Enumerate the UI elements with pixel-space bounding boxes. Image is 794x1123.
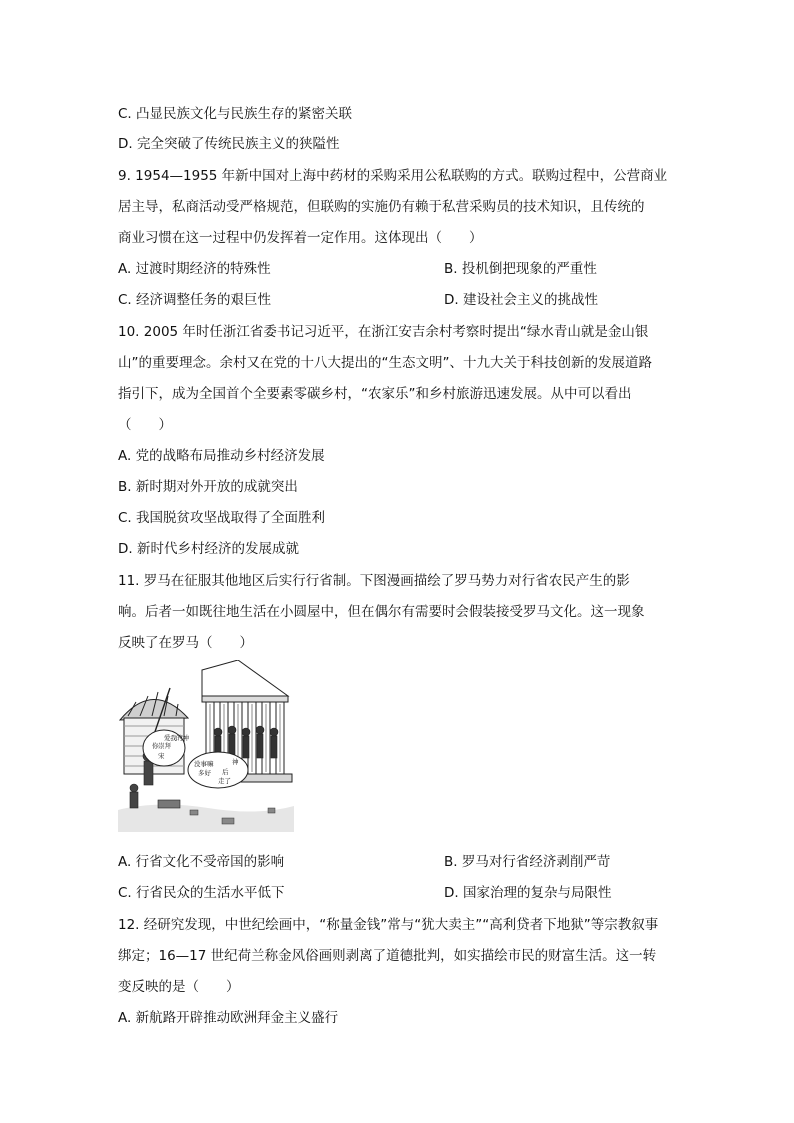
q10-option-b: B. 新时期对外开放的成就突出 <box>118 479 298 495</box>
q12-option-a: A. 新航路开辟推动欧洲拜金主义盛行 <box>118 1010 339 1026</box>
q11-option-d: D. 国家治理的复杂与局限性 <box>444 885 612 901</box>
q11-option-a: A. 行省文化不受帝国的影响 <box>118 854 285 870</box>
roman-province-cartoon <box>118 660 294 832</box>
q11-option-b: B. 罗马对行省经济剥削严苛 <box>444 854 611 870</box>
bubble-right-text-1: 没事嘛 <box>194 760 214 768</box>
q10-option-d: D. 新时代乡村经济的发展成就 <box>118 541 299 557</box>
bubble-left-text-6: 宋 <box>158 752 165 760</box>
bubble-left-text-5: 你 <box>152 742 159 750</box>
q9-stem-line-1: 9. 1954—1955 年新中国对上海中药材的采购采用公私联购的方式。联购过程中，公营商业 <box>118 168 668 184</box>
bubble-right-text-2: 多好 <box>198 769 211 777</box>
q11-stem-line-2: 响。后者一如既往地生活在小圆屋中，但在偶尔有需要时会假装接受罗马文化。这一现象 <box>118 604 645 620</box>
q9-stem-line-2: 居主导，私商活动受严格规范，但联购的实施仍有赖于私营采购员的技术知识，且传统的 <box>118 199 645 215</box>
q10-stem-line-3: 指引下，成为全国首个全要素零碳乡村，“农家乐”和乡村旅游迅速发展。从中可以看出 <box>118 386 632 402</box>
bubble-left-text-3: 爱 <box>164 734 171 742</box>
q11-stem-line-1: 11. 罗马在征服其他地区后实行行省制。下图漫画描绘了罗马势力对行省农民产生的影 <box>118 573 630 589</box>
bubble-right-text-4: 后 <box>222 768 229 776</box>
q10-stem-line-4: （ ） <box>118 417 172 433</box>
q9-option-b: B. 投机倒把现象的严重性 <box>444 261 597 277</box>
q9-option-d: D. 建设社会主义的挑战性 <box>444 292 598 308</box>
q12-stem-line-3: 变反映的是（ ） <box>118 979 240 995</box>
bubble-left-text-1: 的神 <box>176 734 189 742</box>
q10-option-a: A. 党的战略布局推动乡村经济发展 <box>118 448 325 464</box>
q10-option-c: C. 我国脱贫攻坚战取得了全面胜利 <box>118 510 326 526</box>
q11-stem-line-3: 反映了在罗马（ ） <box>118 635 253 651</box>
bubble-right-text-5: 走了 <box>218 777 231 785</box>
q8-option-d: D. 完全突破了传统民族主义的狭隘性 <box>118 136 340 152</box>
q10-stem-line-2: 山”的重要理念。余村又在党的十八大提出的“生态文明”、十九大关于科技创新的发展道路 <box>118 355 652 371</box>
q9-stem-line-3: 商业习惯在这一过程中仍发挥着一定作用。这体现出（ ） <box>118 230 483 246</box>
q11-option-c: C. 行省民众的生活水平低下 <box>118 885 285 901</box>
q12-stem-line-2: 绑定；16—17 世纪荷兰称金风俗画则剥离了道德批判，如实描绘市民的财富生活。这一转 <box>118 948 657 964</box>
bubble-left-text-2: 我 <box>170 734 177 742</box>
q12-stem-line-1: 12. 经研究发现，中世纪绘画中，“称量金钱”常与“犹大卖主”“高利贷者下地狱”等宗教叙事 <box>118 917 659 933</box>
bubble-left-text-4: 崇拜 <box>158 742 171 750</box>
q9-option-c: C. 经济调整任务的艰巨性 <box>118 292 272 308</box>
q9-option-a: A. 过渡时期经济的特殊性 <box>118 261 271 277</box>
q10-stem-line-1: 10. 2005 年时任浙江省委书记习近平，在浙江安吉余村考察时提出“绿水青山就是金山银 <box>118 324 649 340</box>
q8-option-c: C. 凸显民族文化与民族生存的紧密关联 <box>118 106 353 122</box>
bubble-right-text-3: 神 <box>232 758 239 766</box>
